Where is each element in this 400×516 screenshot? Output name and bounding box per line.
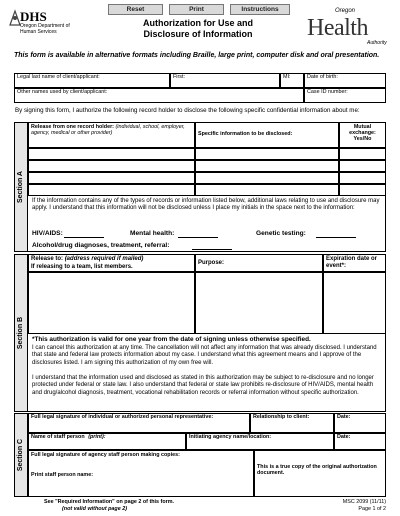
first-name-label: First: [173,74,185,80]
expiration-input[interactable] [323,272,386,334]
dob-field[interactable] [304,73,386,88]
mi-field[interactable] [280,73,304,88]
alcohol-label: Alcohol/drug diagnoses, treatment, referral: [32,242,170,249]
date-label-2: Date: [337,434,351,440]
full-signature-label: Full legal signature of individual or authorized personal representative: [31,414,214,420]
release-from-header [28,122,195,148]
case-id-field[interactable] [304,88,386,103]
purpose-header [195,254,323,272]
expiration-label: Expiration date or event*: [326,256,378,269]
dhs-logo-text: DHS [20,9,47,24]
alternative-formats-note: This form is available in alternative formats including Braille, large print, computer disk and oral presentation. [14,52,380,59]
section-c-sidebar [14,413,28,497]
case-id-label: Case ID number: [307,89,348,95]
other-names-field[interactable] [14,88,304,103]
specific-info-row-4[interactable] [195,184,339,196]
staff-name-print-note: (print): [88,434,106,440]
genetic-initials[interactable] [316,237,356,238]
release-from-row-3[interactable] [28,172,195,184]
mi-label: MI: [283,74,291,80]
mutual-row-1[interactable] [339,148,386,160]
mutual-row-2[interactable] [339,160,386,172]
alcohol-initials[interactable] [192,249,232,250]
relationship-field[interactable] [250,413,334,433]
release-from-row-2[interactable] [28,160,195,172]
hiv-label: HIV/AIDS: [32,230,63,237]
mutual-label: Mutual exchange: Yes/No [349,124,376,143]
date-field-2[interactable] [334,433,386,450]
other-names-label: Other names used by client/applicant: [17,89,108,95]
agency-signature-label: Full legal signature of agency staff person making copies: [31,452,180,458]
oha-health-text: Health [307,15,368,41]
purpose-input[interactable] [195,272,323,334]
release-from-label: Release from one record holder: [31,124,114,130]
oha-authority-text: Authority [367,40,387,46]
initiating-agency-field[interactable] [186,433,334,450]
mutual-row-4[interactable] [339,184,386,196]
cancel-text: I can cancel this authorization at any time. The cancellation will not affect any information that was already disclosed. I understand that state and federal law protects information about my case. I understand what this agreement means and I approve of the disclosures listed. I am signing this authorization of my own free will. [32,345,377,366]
specific-info-row-2[interactable] [195,160,339,172]
true-copy-box [254,450,386,497]
mental-health-initials[interactable] [178,237,218,238]
section-c-label: Section C [16,438,24,472]
redisclosure-text: I understand that the information used and disclosed as stated in this authorization may be subject to re-disclosure and no longer protected under federal or state law. I also understand that federal or state law prohibits re-disclosure of HIV/AIDS, mental health and drug/alcohol diagnosis, treatment, vocational rehabilitation records or referral information without specific authorization. [32,375,374,396]
section-b-label: Section B [16,316,24,350]
dhs-logo [8,7,78,47]
footer-not-valid: (not valid without page 2) [62,506,127,512]
section-a-sidebar [14,122,28,252]
mutual-header [339,122,386,148]
specific-info-header [195,122,339,148]
purpose-label: Purpose: [198,260,225,266]
specific-info-row-3[interactable] [195,172,339,184]
section-a-label: Section A [16,171,24,204]
hiv-initials[interactable] [64,237,104,238]
form-title: Authorization for Use and Disclosure of Information [143,18,253,39]
footer-see-note: See "Required Information" on page 2 of this form. [44,499,175,505]
section-b-sidebar [14,254,28,412]
print-button[interactable]: Print [169,4,224,15]
release-to-label: Release to: [31,256,64,262]
release-to-header [28,254,195,272]
oha-logo [305,7,395,49]
page-number: Page 1 of 2 [358,506,386,512]
validity-note: *This authorization is valid for one year from the date of signing unless otherwise specified. [32,336,311,343]
release-from-row-4[interactable] [28,184,195,196]
first-name-field[interactable] [170,73,280,88]
release-from-row-1[interactable] [28,148,195,160]
staff-name-field[interactable] [28,433,186,450]
legal-name-field[interactable] [14,73,170,88]
print-staff-label: Print staff person name: [31,472,94,478]
specific-info-row-1[interactable] [195,148,339,160]
staff-name-label: Name of staff person [31,434,85,440]
legal-name-label: Legal last name of client/applicant: [17,74,100,80]
reset-button[interactable]: Reset [108,4,163,15]
dob-label: Date of birth: [307,74,338,80]
genetic-label: Genetic testing: [256,230,306,237]
release-to-input[interactable] [28,272,195,334]
mental-health-label: Mental health: [130,230,175,237]
specific-info-label: Specific information to be disclosed: [198,131,293,137]
expiration-header [323,254,386,272]
date-label-1: Date: [337,414,351,420]
date-field-1[interactable] [334,413,386,433]
team-label: If releasing to a team, list members. [31,263,133,270]
section-a-notice: If the information contains any of the types of records or information listed below, additional laws relating to use and disclosure may apply. I understand that this information will not be disclosed unless I place my initials in the space next to the information: [32,198,380,212]
release-to-note: (address required if mailed) [64,256,144,262]
mutual-row-3[interactable] [339,172,386,184]
full-signature-field[interactable] [28,413,250,433]
intro-text: By signing this form, I authorize the following record holder to disclose the following specific confidential information about me: [15,107,360,114]
release-from-note: (individual, school, employer, agency, medical or other provider) [31,124,185,137]
form-number: MSC 2099 (11/11) [342,499,386,505]
instructions-button[interactable]: Instructions [230,4,290,15]
dhs-subtitle: Oregon Department of Human Services [20,23,70,35]
true-copy-text: This is a true copy of the original authorization document. [257,464,377,477]
initiating-agency-label: Initiating agency name/location: [189,434,272,440]
relationship-label: Relationship to client: [253,414,310,420]
oha-oregon-text: Oregon [335,8,356,14]
